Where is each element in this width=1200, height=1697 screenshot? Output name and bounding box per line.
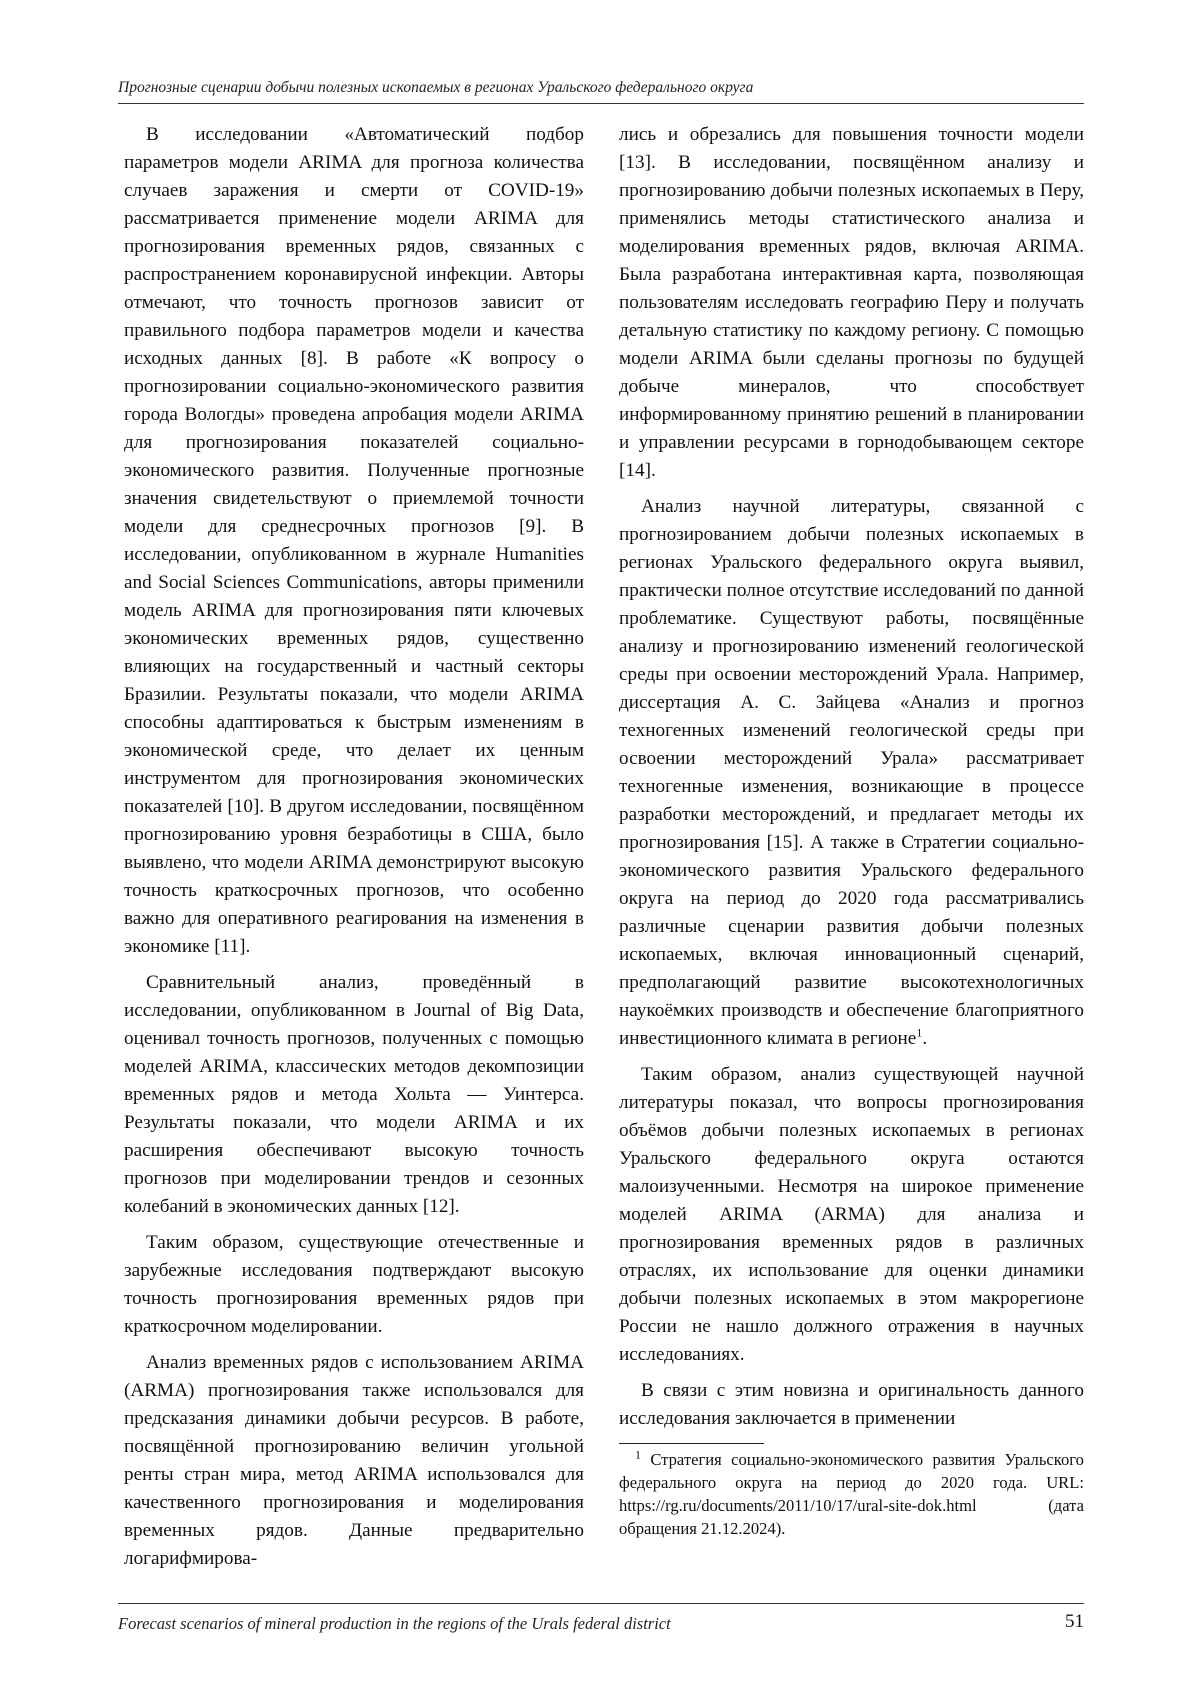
paragraph: В связи с этим новизна и оригинальность данного исследования заключается в применении bbox=[619, 1380, 1084, 1429]
footnote bbox=[619, 1448, 1084, 1540]
header-rule bbox=[118, 103, 1084, 104]
paragraph-end: . bbox=[922, 1028, 928, 1049]
paragraph-text: Анализ научной литературы, связанной с прогнозированием добычи полезных ископаемых в регионах Уральского федерального округа выявил, практически полное отсутствие исследований по данной проблематике. Существуют работы, посвящённые анализу и прогнозированию изменений геологической среды при освоении месторождений Урала. Например, диссертация А. С. Зайцева «Анализ и прогноз техногенных изменений геологической среды при освоении месторождений Урала» рассматривает техногенные изменения, возникающие в процессе разработки месторождений, и предлагает методы их прогнозирования [15]. А также в Стратегии социально-экономического развития Уральского федерального округа на период до 2020 года рассматривались различные сценарии развития добычи полезных ископаемых, включая инновационный сценарий, предполагающий развитие высокотехнологичных наукоёмких производств и обеспечение благоприятного инвестиционного климата в регионе bbox=[619, 496, 1084, 1049]
paragraph-continuation: лись и обрезались для повышения точности модели [13]. В исследовании, посвящённом анализу и прогнозированию добычи полезных ископаемых в Перу, применялись методы статистического анализа и моделирования временных рядов, включая ARIMA. Была разработана интерактивная карта, позволяющая пользователям исследовать географию Перу и получать детальную статистику по каждому региону. С помощью модели ARIMA были сделаны прогнозы по будущей добыче минералов, что способствует информированному принятию решений в планировании и управлении ресурсами в горнодобывающем секторе [14]. bbox=[619, 124, 1084, 481]
right-column bbox=[619, 121, 1084, 1540]
left-column bbox=[124, 121, 584, 1573]
paragraph: Таким образом, существующие отечественные и зарубежные исследования подтверждают высокую точность прогнозирования временных рядов при краткосрочном моделировании. bbox=[124, 1232, 584, 1337]
footnote-marker[interactable]: 1 bbox=[916, 1025, 923, 1040]
footnote-rule bbox=[619, 1443, 764, 1444]
paragraph: Анализ временных рядов с использованием ARIMA (ARMA) прогнозирования также использовался для предсказания динамики добычи ресурсов. В работе, посвящённой прогнозированию величин угольной ренты стран мира, метод ARIMA использовался для качественного прогнозирования и моделирования временных рядов. Данные предварительно логарифмирова- bbox=[124, 1352, 584, 1569]
paragraph: Сравнительный анализ, проведённый в исследовании, опубликованном в Journal of Big Data, оценивал точность прогнозов, полученных с помощью моделей ARIMA, классических методов декомпозиции временных рядов и метода Хольта — Уинтерса. Результаты показали, что модели ARIMA и их расширения обеспечивают высокую точность прогнозов при моделировании трендов и сезонных колебаний в экономических данных [12]. bbox=[124, 972, 584, 1217]
footnote-number: 1 bbox=[635, 1447, 641, 1462]
footnote-text: Стратегия социально-экономического развития Уральского федерального округа на период до 2020 года. URL: https://rg.ru/documents/2011/10/17/ural-site-dok.html (дата обращения 21.12.2024). bbox=[619, 1450, 1084, 1538]
running-header: Прогнозные сценарии добычи полезных ископаемых в регионах Уральского федерального округа bbox=[118, 79, 754, 96]
paragraph: В исследовании «Автоматический подбор параметров модели ARIMA для прогноза количества случаев заражения и смерти от COVID-19» рассматривается применение модели ARIMA для прогнозирования временных рядов, связанных с распространением коронавирусной инфекции. Авторы отмечают, что точность прогнозов зависит от правильного подбора параметров модели и качества исходных данных [8]. В работе «К вопросу о прогнозировании социально-экономического развития города Вологды» проведена апробация модели ARIMA для прогнозирования показателей социально-экономического развития. Полученные прогнозные значения свидетельствуют о приемлемой точности модели для среднесрочных прогнозов [9]. В исследовании, опубликованном в журнале Humanities and Social Sciences Communications, авторы применили модель ARIMA для прогнозирования пяти ключевых экономических временных рядов, существенно влияющих на государственный и частный секторы Бразилии. Результаты показали, что модели ARIMA способны адаптироваться к быстрым изменениям в экономической среде, что делает их ценным инструментом для прогнозирования экономических показателей [10]. В другом исследовании, посвящённом прогнозированию уровня безработицы в США, было выявлено, что модели ARIMA демонстрируют высокую точность краткосрочных прогнозов, что особенно важно для оперативного реагирования на изменения в экономике [11]. bbox=[124, 124, 584, 957]
page-number: 51 bbox=[1065, 1611, 1084, 1632]
paragraph: Таким образом, анализ существующей научной литературы показал, что вопросы прогнозирования объёмов добычи полезных ископаемых в регионах Уральского федерального округа остаются малоизученными. Несмотря на широкое применение моделей ARIMA (ARMA) для анализа и прогнозирования временных рядов в различных отраслях, их использование для оценки динамики добычи полезных ископаемых в этом макрорегионе России не нашло должного отражения в научных исследованиях. bbox=[619, 1064, 1084, 1365]
paragraph bbox=[619, 493, 1084, 1053]
journal-footer: Forecast scenarios of mineral production in the regions of the Urals federal district bbox=[118, 1614, 671, 1633]
footer-rule bbox=[118, 1603, 1084, 1604]
